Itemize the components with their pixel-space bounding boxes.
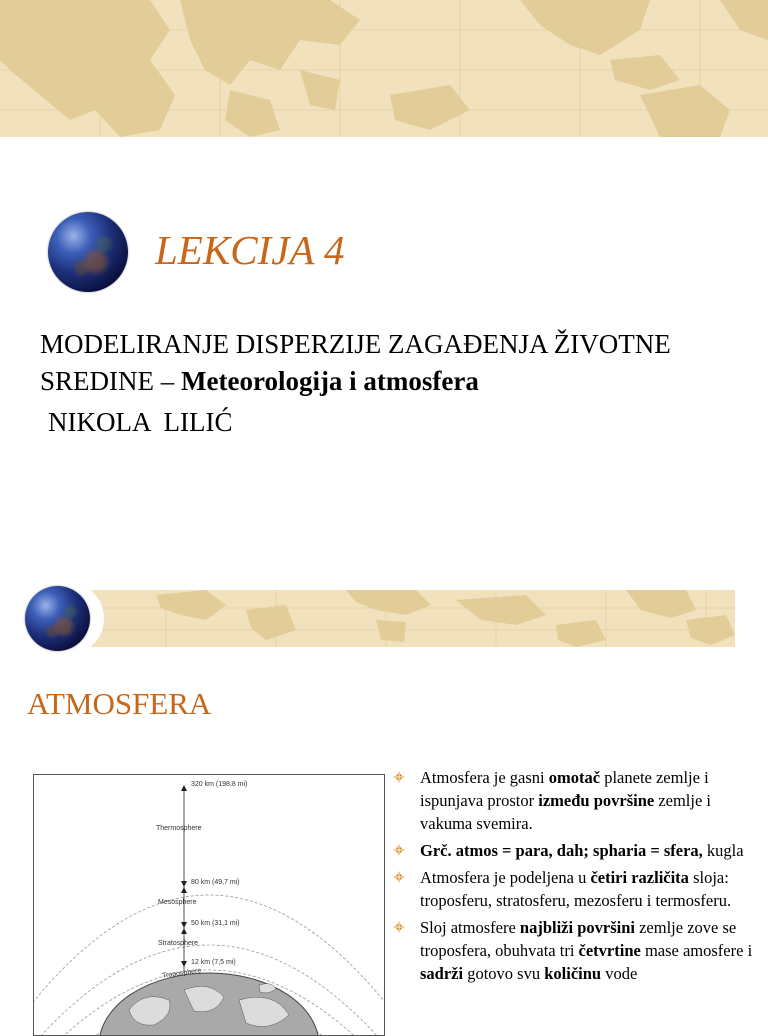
bullet-diamond-icon — [393, 921, 405, 933]
lesson-title: LEKCIJA 4 — [155, 227, 345, 273]
bullet-emphasis: između površine — [538, 791, 655, 810]
bullet-text: zemlje i vakuma svemira. — [420, 791, 712, 833]
bullet-text: mase amosfere i — [640, 941, 753, 960]
bullet-emphasis: najbliži površini — [519, 918, 635, 937]
bullet-emphasis: četiri različita — [590, 868, 689, 887]
globe-icon-small — [25, 586, 90, 651]
bullet-diamond-icon — [393, 871, 405, 883]
bullet-diamond-icon — [393, 771, 405, 783]
bullet-text: gotovo svu — [463, 964, 545, 983]
bullet-emphasis: količinu — [544, 964, 602, 983]
altitude-label-320km: 320 km (198,8 mi) — [191, 781, 248, 788]
world-map-banner-section — [86, 590, 735, 647]
altitude-label-50km: 50 km (31,1 mi) — [191, 920, 240, 927]
world-map-graphic-small — [86, 590, 735, 647]
bullet-item — [393, 766, 763, 835]
bullet-text: Atmosfera je podeljena u — [420, 868, 591, 887]
bullet-emphasis: četvrtine — [578, 941, 641, 960]
layer-label-troposphere: Troposphere — [161, 967, 202, 980]
globe-icon — [48, 212, 128, 292]
bullet-text: vode — [601, 964, 638, 983]
atmosphere-diagram-graphic — [34, 775, 384, 1035]
layer-label-thermosphere: Thermosphere — [156, 825, 202, 832]
lesson-subtitle — [40, 326, 740, 400]
layer-label-mesosphere: Mesosphere — [158, 899, 197, 906]
bullet-text: kugla — [702, 841, 744, 860]
author-name: NIKOLA LILIĆ — [48, 407, 233, 437]
world-map-graphic — [0, 0, 768, 137]
bullet-text: zemlje zove se troposfera, obuhvata tri — [420, 918, 737, 960]
bullet-text: sloja: troposferu, stratosferu, mezosferu i termosferu. — [420, 868, 732, 910]
bullet-emphasis: sadrži — [420, 964, 464, 983]
section-title: ATMOSFERA — [27, 686, 212, 721]
bullet-diamond-icon — [393, 844, 405, 856]
subtitle-topic: Meteorologija i atmosfera — [181, 366, 479, 396]
atmosphere-bullet-list — [393, 766, 763, 989]
subtitle-main: MODELIRANJE DISPERZIJE ZAGAĐENJA ŽIVOTNE SREDINE – — [40, 329, 671, 396]
bullet-item — [393, 916, 763, 985]
bullet-item — [393, 839, 763, 862]
bullet-emphasis: omotač — [548, 768, 601, 787]
bullet-item — [393, 866, 763, 912]
atmosphere-layers-diagram — [33, 774, 385, 1036]
bullet-emphasis: Grč. atmos = para, dah; spharia = sfera, — [420, 841, 703, 860]
bullet-text: Sloj atmosfere — [420, 918, 520, 937]
layer-label-stratosphere: Stratosphere — [158, 940, 199, 947]
altitude-label-12km: 12 km (7,5 mi) — [191, 959, 236, 966]
bullet-text: Atmosfera je gasni — [420, 768, 549, 787]
altitude-label-80km: 80 km (49,7 mi) — [191, 879, 240, 886]
world-map-banner-top — [0, 0, 768, 137]
bullet-text: planete zemlje i ispunjava prostor — [420, 768, 709, 810]
